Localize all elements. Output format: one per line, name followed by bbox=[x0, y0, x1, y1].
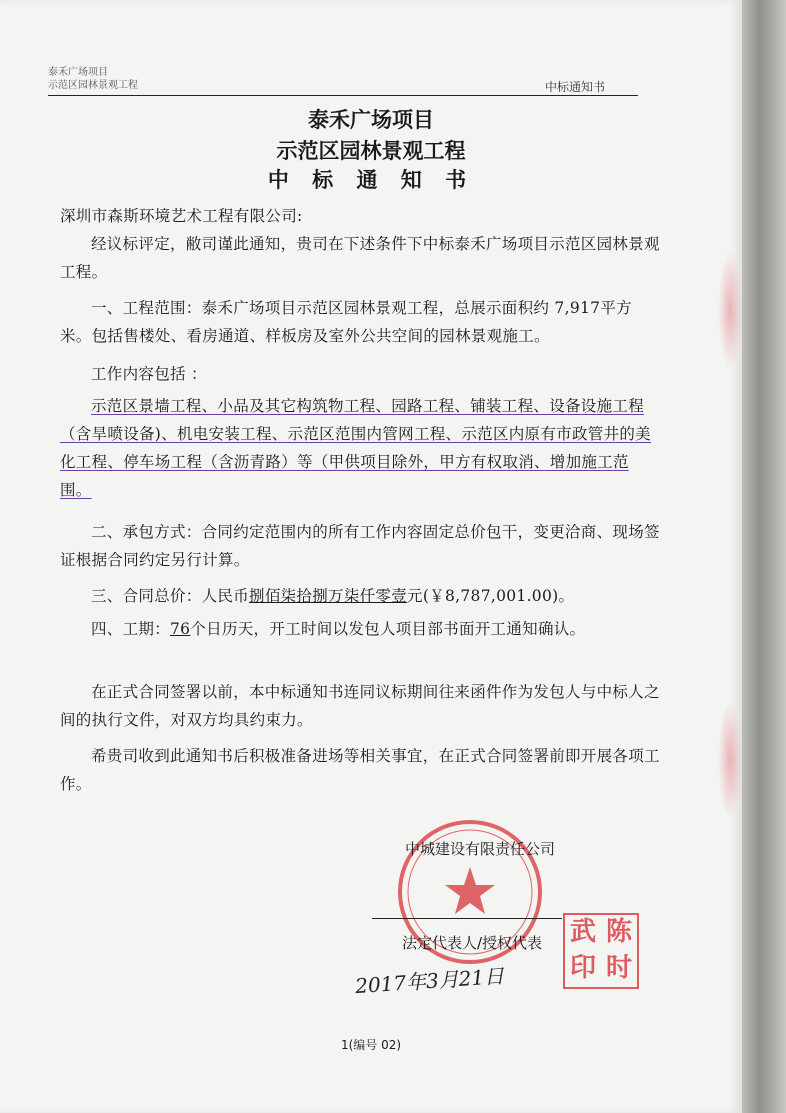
title-notice: 中 标 通 知 书 bbox=[267, 168, 475, 192]
title-subproject: 示范区园林景观工程 bbox=[276, 139, 466, 163]
header-project bbox=[48, 66, 138, 92]
header-project-line1: 泰禾广场项目 bbox=[48, 67, 108, 78]
seal-char-2: 时 bbox=[605, 953, 632, 983]
contract-mode-paragraph: 二、承包方式：合同约定范围内的所有工作内容固定总价包干，变更洽商、现场签证根据合同约定另行计算。 bbox=[60, 523, 660, 569]
prepare-paragraph: 希贵司收到此通知书后积极准备进场等相关事宜，在正式合同签署前即开展各项工作。 bbox=[60, 747, 660, 793]
intro-paragraph: 经议标评定，敝司谨此通知，贵司在下述条件下中标泰禾广场项目示范区园林景观工程。 bbox=[60, 235, 660, 281]
title-project: 泰禾广场项目 bbox=[308, 108, 434, 132]
signing-company: 中城建设有限责任公司 bbox=[405, 840, 556, 858]
edge-stamp-mark bbox=[718, 700, 742, 820]
binding-paragraph: 在正式合同签署以前，本中标通知书连同议标期间往来函件作为发包人与中标人之间的执行文件，对双方均具约束力。 bbox=[60, 683, 660, 729]
period-prefix: 四、工期： bbox=[91, 620, 171, 638]
seal-char-0: 陈 bbox=[605, 917, 632, 947]
price-words: 捌佰柒拾捌万柒仟零壹 bbox=[249, 587, 408, 605]
signing-representative: 法定代表人/授权代表 bbox=[402, 934, 543, 952]
signature-line bbox=[372, 918, 562, 919]
scope-paragraph: 一、工程范围：泰禾广场项目示范区园林景观工程，总展示面积约 7,917平方米。包括售楼处、看房通道、样板房及室外公共空间的园林景观施工。 bbox=[60, 299, 632, 345]
book-binding-edge bbox=[742, 0, 786, 1113]
seal-char-3: 印 bbox=[569, 953, 596, 983]
header-doc-type: 中标通知书 bbox=[545, 80, 606, 94]
header-divider bbox=[48, 95, 638, 96]
period-paragraph bbox=[60, 615, 660, 643]
page-footer: 1(编号 02) bbox=[340, 1038, 402, 1052]
period-suffix: 个日历天，开工时间以发包人项目部书面开工通知确认。 bbox=[190, 620, 586, 638]
price-prefix: 三、合同总价：人民币 bbox=[91, 587, 250, 605]
signing-date: 2017年3月21日 bbox=[354, 963, 505, 999]
price-paragraph bbox=[60, 582, 660, 610]
personal-seal-icon bbox=[563, 913, 639, 989]
header-project-line2: 示范区园林景观工程 bbox=[48, 80, 138, 91]
work-items-paragraph: 示范区景墙工程、小品及其它构筑物工程、园路工程、铺装工程、设备设施工程（含旱喷设备)、机电安装工程、示范区范围内管网工程、示范区内原有市政管井的美化工程、停车场工程（含沥青路）等（甲供项目除外，甲方有权取消、增加施工范围。 bbox=[60, 397, 651, 499]
period-days: 76 bbox=[170, 620, 191, 638]
edge-stamp-mark bbox=[718, 250, 742, 370]
seal-char-1: 武 bbox=[569, 917, 596, 947]
work-heading: 工作内容包括 ： bbox=[91, 365, 207, 383]
addressee: 深圳市森斯环境艺术工程有限公司: bbox=[60, 207, 303, 225]
price-suffix: 元(￥8,787,001.00)。 bbox=[407, 587, 575, 605]
